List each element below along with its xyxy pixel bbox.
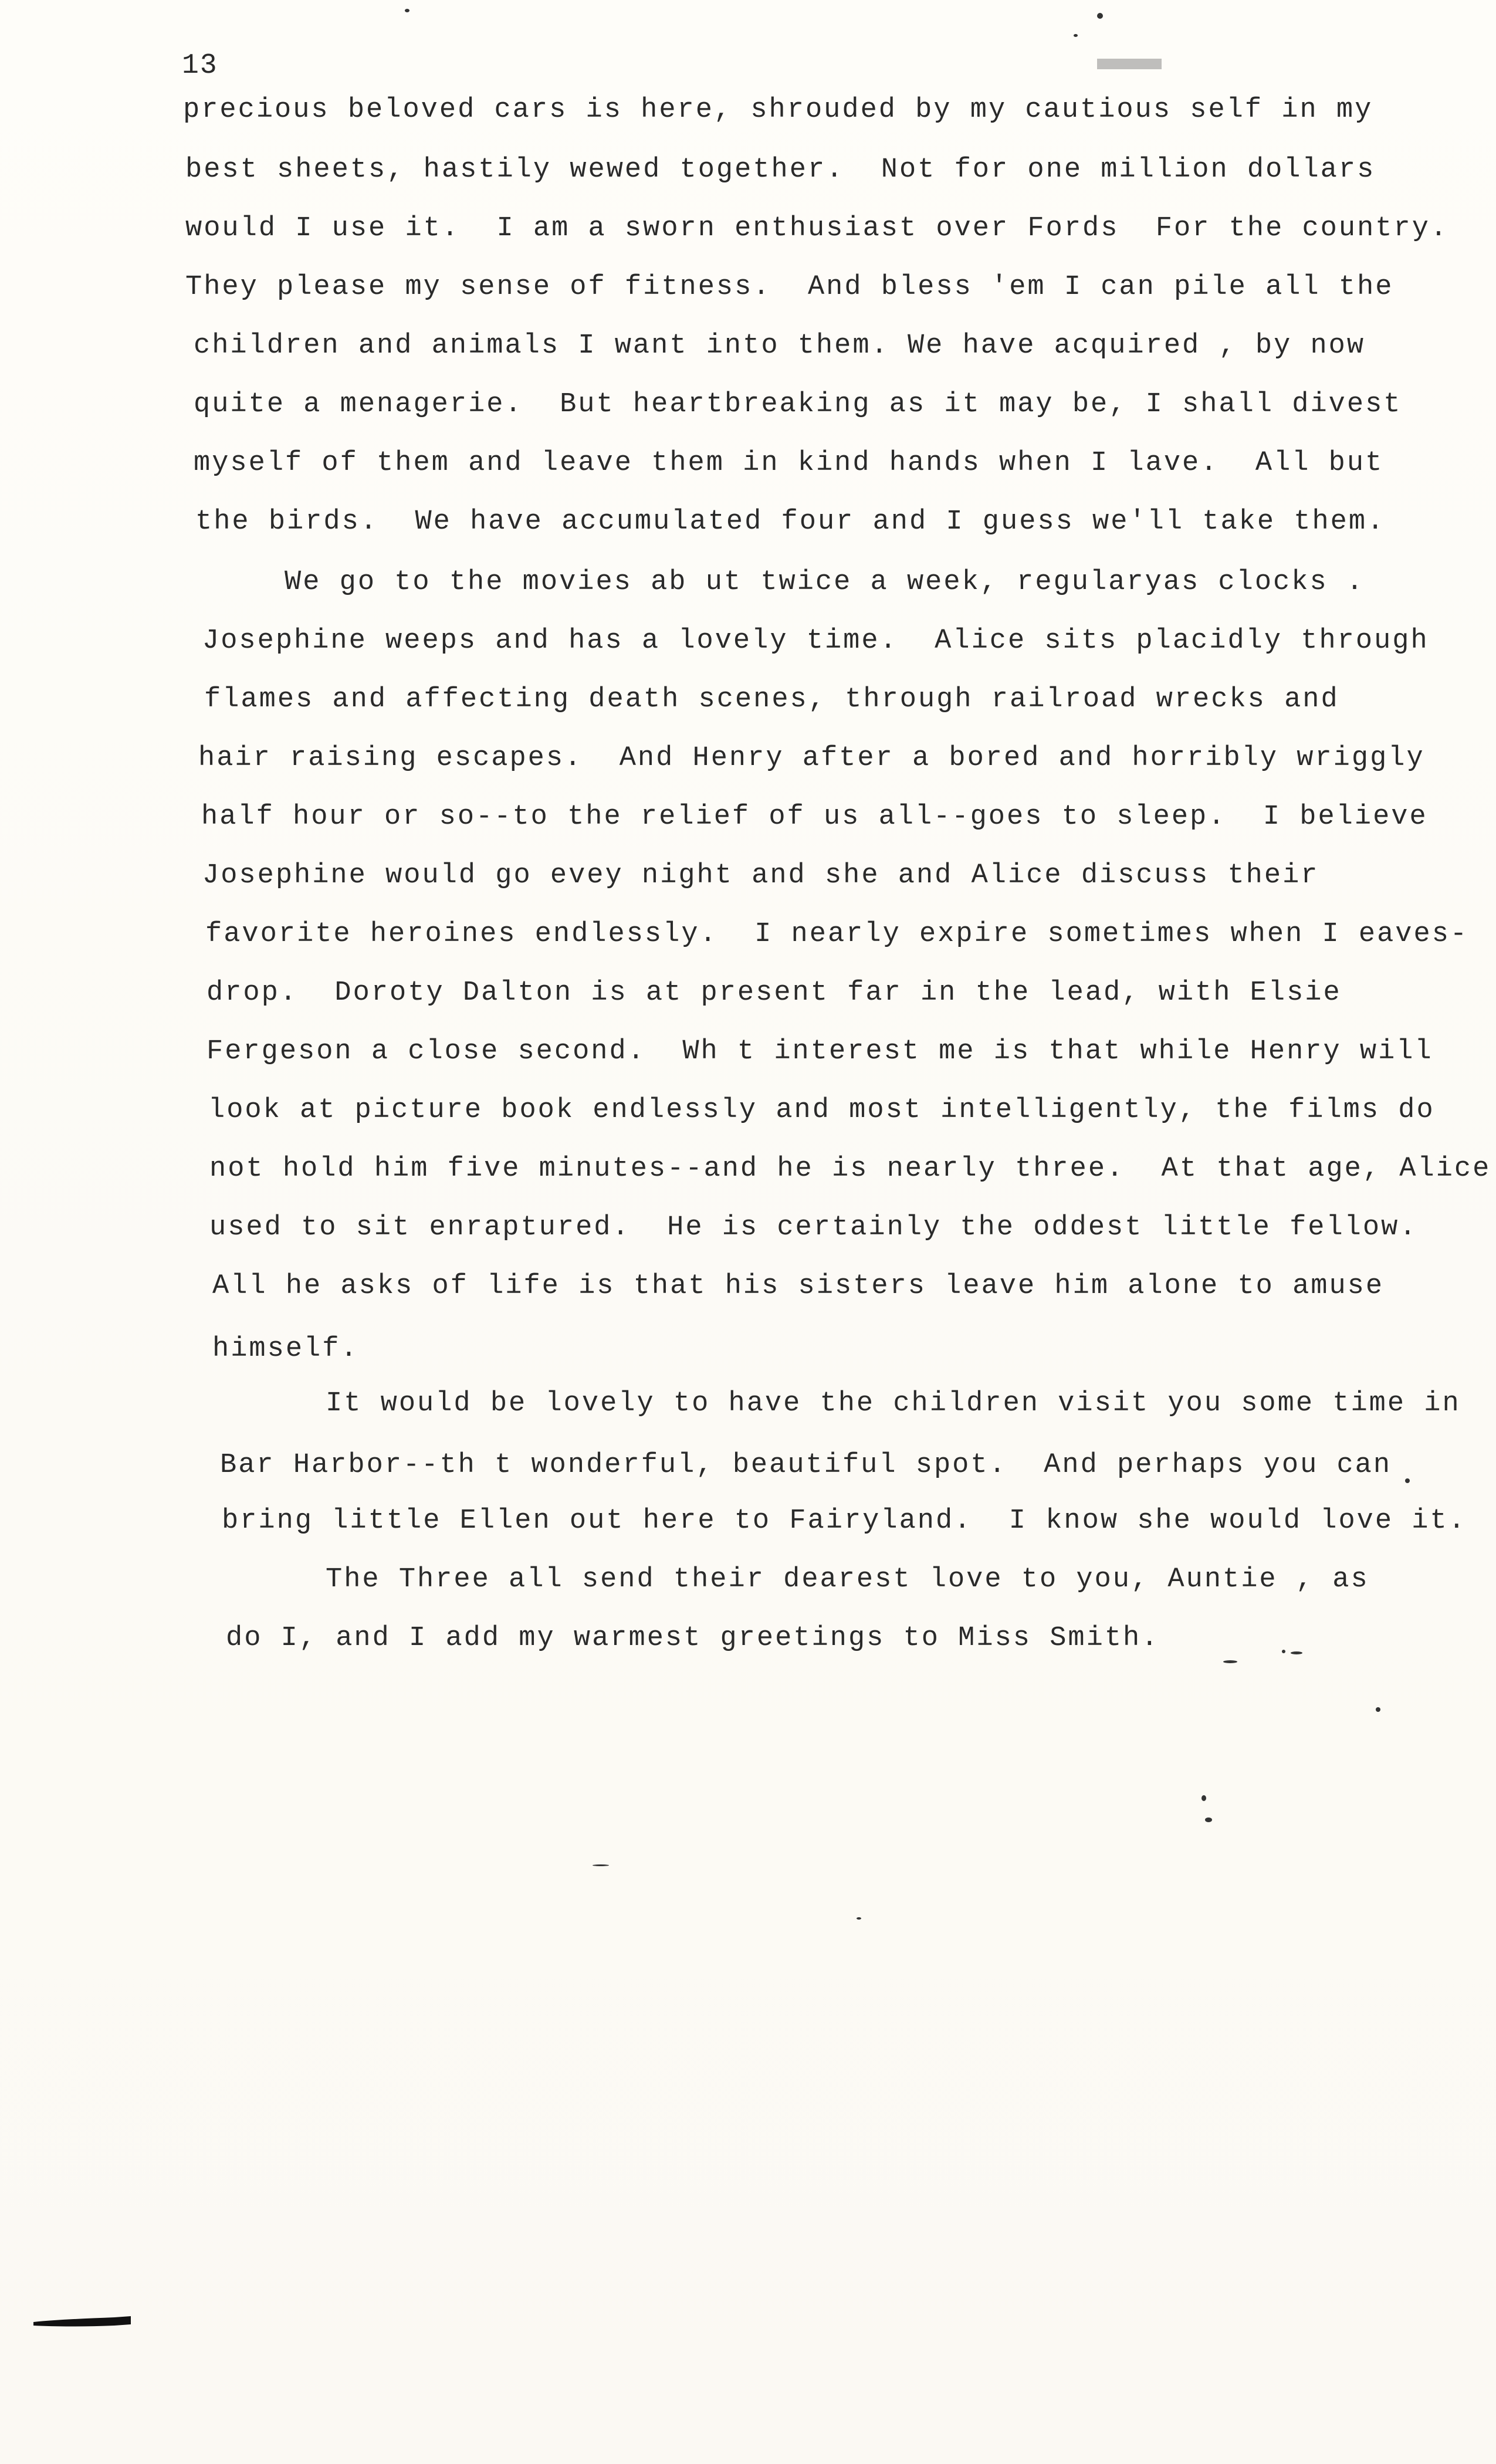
text-line: look at picture book endlessly and most intelligently, the films do [208,1095,1435,1126]
text-line: would I use it. I am a sworn enthusiast over Fords For the country. [185,213,1449,244]
text-line: favorite heroines endlessly. I nearly expire sometimes when I eaves- [205,919,1469,950]
ink-speck [1282,1650,1285,1653]
text-line: Bar Harbor--th t wonderful, beautiful spot. And perhaps you can [220,1450,1392,1481]
text-line: It would be lovely to have the children visit you some time in [326,1388,1461,1419]
text-line: Fergeson a close second. Wh t interest me is that while Henry will [207,1036,1433,1067]
page-number: 13 [182,50,218,82]
text-line: the birds. We have accumulated four and I guess we'll take them. [195,506,1386,537]
ink-speck [1201,1795,1206,1801]
text-line: best sheets, hastily wewed together. Not for one million dollars [185,154,1376,185]
ink-speck [593,1864,609,1866]
text-line: bring little Ellen out here to Fairyland. I know she would love it. [222,1505,1467,1536]
ink-speck [1097,13,1103,19]
text-line: not hold him five minutes--and he is nearly three. At that age, Alice [209,1153,1491,1184]
header-smudge [1097,59,1162,69]
margin-mark [32,2311,132,2330]
text-line: drop. Doroty Dalton is at present far in the lead, with Elsie [207,977,1342,1008]
text-line: flames and affecting death scenes, through railroad wrecks and [204,684,1339,715]
text-line: himself. [212,1333,359,1365]
text-line: Josephine would go evey night and she and Alice discuss their [202,860,1319,891]
text-line: precious beloved cars is here, shrouded by my cautious self in my [183,94,1373,126]
ink-speck [1074,34,1078,37]
ink-speck [1223,1660,1237,1663]
text-line: do I, and I add my warmest greetings to Miss Smith. [226,1623,1160,1654]
text-line: The Three all send their dearest love to you, Auntie , as [326,1564,1369,1595]
ink-speck [1405,1478,1410,1483]
text-line: quite a menagerie. But heartbreaking as it may be, I shall divest [194,389,1402,420]
text-line: myself of them and leave them in kind hands when I lave. All but [194,448,1384,479]
ink-speck [1205,1817,1212,1822]
ink-speck [857,1917,861,1920]
text-line: hair raising escapes. And Henry after a bored and horribly wriggly [198,743,1425,774]
ink-speck [1376,1707,1380,1712]
ink-speck [1291,1651,1302,1654]
ink-speck [405,9,409,12]
text-line: All he asks of life is that his sisters leave him alone to amuse [212,1271,1385,1302]
text-line: used to sit enraptured. He is certainly the oddest little fellow. [209,1212,1418,1243]
text-line: half hour or so--to the relief of us all--goes to sleep. I believe [201,801,1428,832]
text-line: They please my sense of fitness. And bless 'em I can pile all the [185,272,1394,303]
text-line: We go to the movies ab ut twice a week, regularyas clocks . [285,567,1365,598]
text-line: children and animals I want into them. We have acquired , by now [194,330,1366,361]
text-line: Josephine weeps and has a lovely time. Alice sits placidly through [202,625,1429,656]
